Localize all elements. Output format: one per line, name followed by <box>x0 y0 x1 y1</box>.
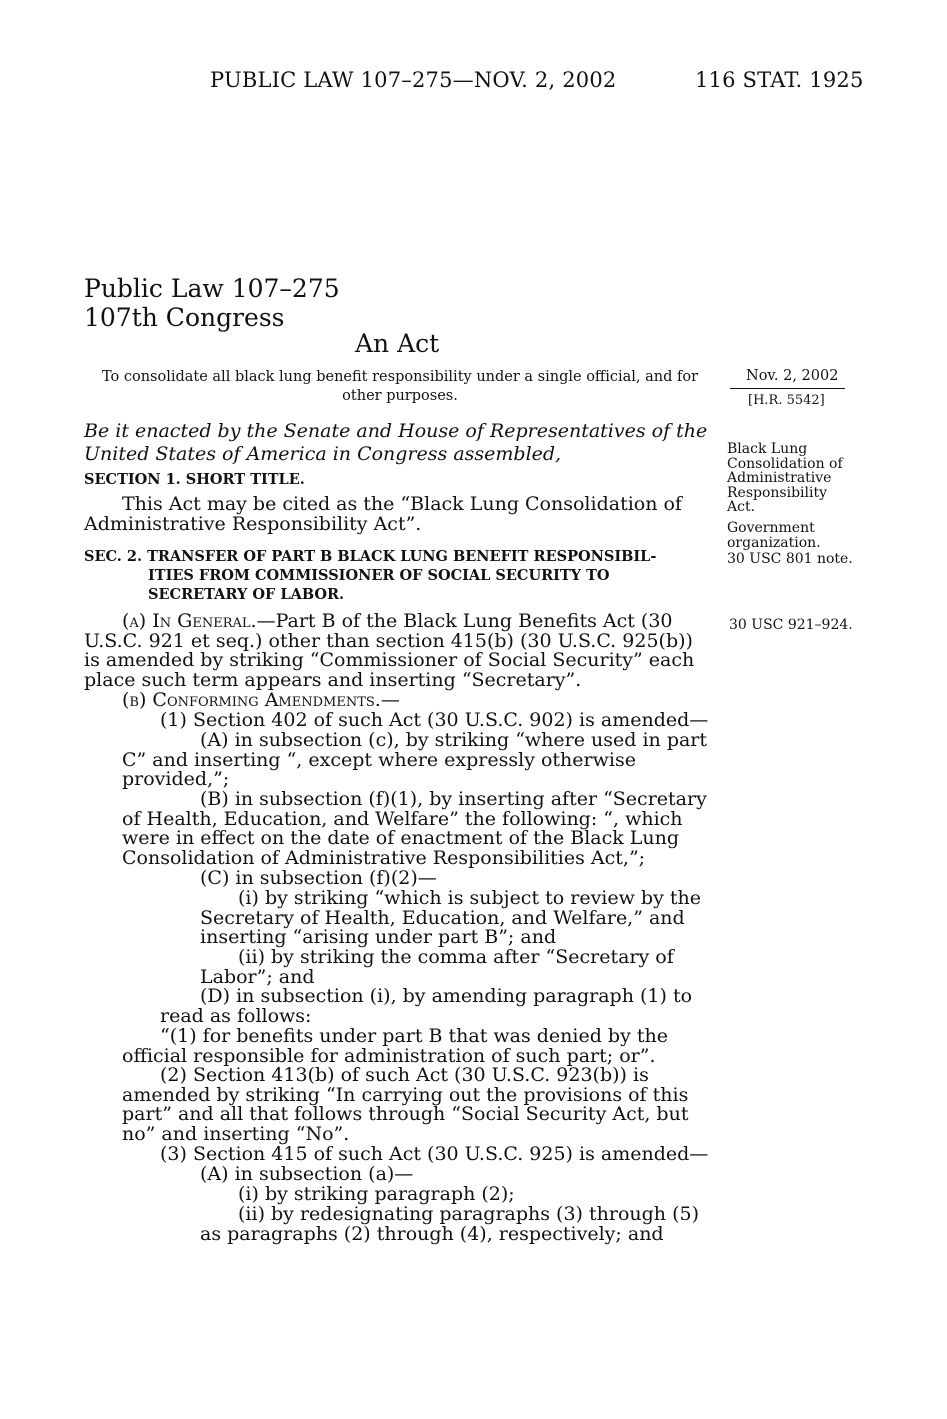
enacting-clause: Be it enacted by the Senate and House of Representatives of the United States of America in Congress assembled, <box>84 420 708 465</box>
paragraph-3-A-i: (i) by striking paragraph (2); <box>238 1183 515 1205</box>
margin-usc-range: 30 USC 921–924. <box>729 617 853 633</box>
paragraph-1-D-quoted: “(1) for benefits under part B that was denied by the official responsible for administration of such part; or”. <box>122 1025 668 1067</box>
running-header-page: 116 STAT. 1925 <box>695 68 864 92</box>
section-1-heading: SECTION 1. SHORT TITLE. <box>84 471 305 488</box>
paragraph-1-C: (C) in subsection (f)(2)— <box>200 867 437 889</box>
margin-topic-note: Government organization. <box>727 520 821 551</box>
paragraph-1-C-ii: (ii) by striking the comma after “Secretary of Labor”; and <box>200 946 674 988</box>
paragraph-2: (2) Section 413(b) of such Act (30 U.S.C. 923(b)) is amended by striking “In carrying out the provisions of this part” and all that follows through “Social Security Act, but no” and inserting “No”. <box>122 1064 689 1146</box>
margin-date-rule <box>730 388 845 389</box>
paragraph-1-A: (A) in subsection (c), by striking “where used in part C” and inserting “, except where expressly otherwise provided,”; <box>122 729 708 791</box>
section-2-heading-line2: ITIES FROM COMMISSIONER OF SOCIAL SECURITY TO <box>148 567 610 584</box>
section-2-heading-line1: SEC. 2. TRANSFER OF PART B BLACK LUNG BENEFIT RESPONSIBIL- <box>84 548 657 565</box>
paragraph-1-C-i: (i) by striking “which is subject to review by the Secretary of Health, Education, and Welfare,” and inserting “arising under part B”; and <box>200 887 701 949</box>
section-1-text: This Act may be cited as the “Black Lung Consolidation of Administrative Responsibility Act”. <box>84 493 682 535</box>
paragraph-1-B: (B) in subsection (f)(1), by inserting after “Secretary of Health, Education, and Welfare” the following: “, which were in effect on the date of enactment of the Black Lung Consolidation of Administrative Responsibilities Act,”; <box>122 788 707 870</box>
subsection-a <box>84 612 712 691</box>
margin-bill-number: [H.R. 5542] <box>748 393 825 408</box>
paragraph-3-A: (A) in subsection (a)— <box>200 1163 414 1185</box>
margin-usc-note: 30 USC 801 note. <box>727 551 853 567</box>
act-purpose: To consolidate all black lung benefit responsibility under a single official, and for other purposes. <box>101 369 699 404</box>
paragraph-1: (1) Section 402 of such Act (30 U.S.C. 902) is amended— <box>160 709 709 731</box>
subsection-a-label: (a) In General. <box>122 610 257 632</box>
margin-short-title-note: Black Lung Consolidation of Administrative Responsibility Act. <box>727 441 843 515</box>
congress-number: 107th Congress <box>84 303 285 332</box>
paragraph-3: (3) Section 415 of such Act (30 U.S.C. 925) is amended— <box>160 1143 709 1165</box>
public-law-number: Public Law 107–275 <box>84 274 340 303</box>
paragraph-1-D: (D) in subsection (i), by amending paragraph (1) to read as follows: <box>160 985 693 1027</box>
margin-date: Nov. 2, 2002 <box>746 368 839 384</box>
subsection-b-heading <box>122 691 400 711</box>
subsection-b-dash: — <box>380 689 400 711</box>
subsection-b-label: (b) Conforming Amendments. <box>122 689 381 711</box>
section-2-heading-line3: SECRETARY OF LABOR. <box>148 586 345 603</box>
act-heading: An Act <box>355 329 440 358</box>
running-header-left: PUBLIC LAW 107–275—NOV. 2, 2002 <box>210 68 617 92</box>
subsection-a-text: —Part B of the Black Lung Benefits Act (30 U.S.C. 921 et seq.) other than section 415(b) (30 U.S.C. 925(b)) is amended by striking “Commissioner of Social Security” each place such term appears and inserting “Secretary”. <box>84 610 695 692</box>
paragraph-3-A-ii: (ii) by redesignating paragraphs (3) through (5) as paragraphs (2) through (4), respectively; and <box>200 1203 699 1245</box>
